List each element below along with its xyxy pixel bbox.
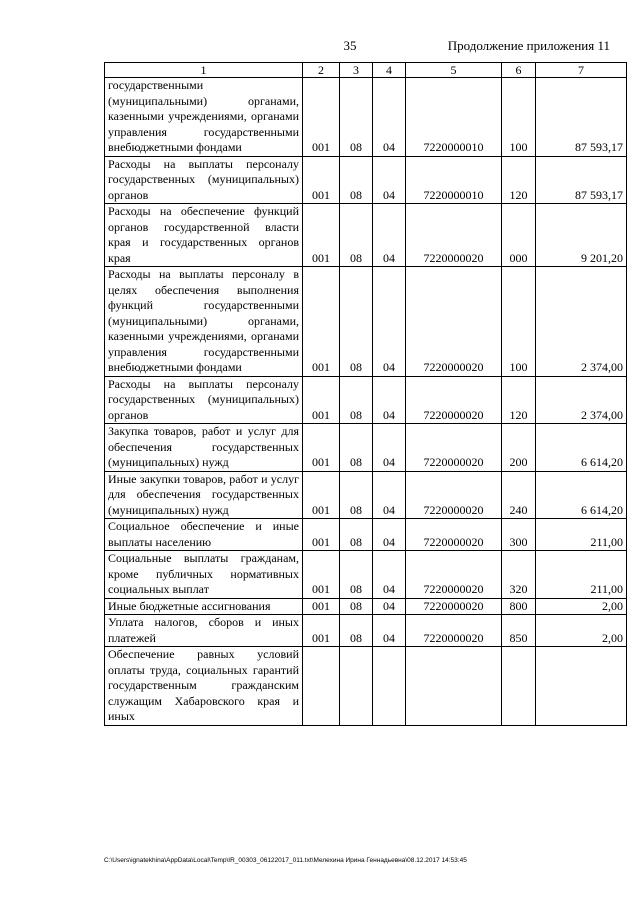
code-cell-c3: 08: [340, 471, 373, 519]
code-cell-c6: 100: [502, 78, 536, 157]
expense-name-cell: Расходы на выплаты персоналу государственных (муниципальных) органов: [105, 376, 303, 424]
code-cell-c6: 850: [502, 615, 536, 647]
code-cell-c5: 7220000020: [406, 376, 502, 424]
code-cell-c5: 7220000010: [406, 156, 502, 204]
code-cell-c5: 7220000020: [406, 267, 502, 377]
expense-name-cell: Расходы на обеспечение функций органов государственной власти края и государственных органов края: [105, 204, 303, 267]
code-cell-c2: 001: [303, 598, 340, 615]
expense-name-cell: государственными (муниципальными) органами, казенными учреждениями, органами управления государственными внебюджетными фондами: [105, 78, 303, 157]
code-cell-c3: 08: [340, 615, 373, 647]
column-header: 1: [105, 63, 303, 78]
code-cell-c4: 04: [373, 376, 406, 424]
code-cell-c3: 08: [340, 78, 373, 157]
column-header: 2: [303, 63, 340, 78]
expense-name-cell: Социальное обеспечение и иные выплаты населению: [105, 519, 303, 551]
code-cell-c3: 08: [340, 598, 373, 615]
table-row: [105, 376, 627, 424]
table-row: [105, 78, 627, 157]
expense-name-cell: Закупка товаров, работ и услуг для обеспечения государственных (муниципальных) нужд: [105, 424, 303, 472]
code-cell-c4: 04: [373, 78, 406, 157]
expense-name-cell: Иные бюджетные ассигнования: [105, 598, 303, 615]
code-cell-c2: 001: [303, 267, 340, 377]
code-cell-c7: 87 593,17: [536, 78, 627, 157]
code-cell-c7: 211,00: [536, 519, 627, 551]
appendix-continuation-label: Продолжение приложения 11: [447, 38, 610, 53]
code-cell-c2: 001: [303, 376, 340, 424]
table-row: [105, 615, 627, 647]
code-cell-c4: [373, 647, 406, 726]
table-row: [105, 156, 627, 204]
code-cell-c4: 04: [373, 156, 406, 204]
code-cell-c3: 08: [340, 424, 373, 472]
code-cell-c4: 04: [373, 598, 406, 615]
code-cell-c6: 320: [502, 551, 536, 599]
code-cell-c4: 04: [373, 615, 406, 647]
code-cell-c4: 04: [373, 471, 406, 519]
code-cell-c7: 211,00: [536, 551, 627, 599]
budget-table: [104, 62, 627, 726]
code-cell-c5: 7220000020: [406, 519, 502, 551]
code-cell-c7: 2,00: [536, 598, 627, 615]
column-header: 4: [373, 63, 406, 78]
code-cell-c6: 240: [502, 471, 536, 519]
code-cell-c7: 2,00: [536, 615, 627, 647]
table-row: [105, 471, 627, 519]
code-cell-c6: 120: [502, 376, 536, 424]
table-row: [105, 551, 627, 599]
code-cell-c7: 2 374,00: [536, 267, 627, 377]
code-cell-c6: 200: [502, 424, 536, 472]
code-cell-c3: 08: [340, 204, 373, 267]
column-header: 3: [340, 63, 373, 78]
code-cell-c4: 04: [373, 519, 406, 551]
code-cell-c7: [536, 647, 627, 726]
code-cell-c5: 7220000020: [406, 204, 502, 267]
code-cell-c6: 800: [502, 598, 536, 615]
code-cell-c2: 001: [303, 204, 340, 267]
expense-name-cell: Иные закупки товаров, работ и услуг для обеспечения государственных (муниципальных) нужд: [105, 471, 303, 519]
code-cell-c2: 001: [303, 551, 340, 599]
code-cell-c3: 08: [340, 376, 373, 424]
code-cell-c7: 2 374,00: [536, 376, 627, 424]
code-cell-c5: [406, 647, 502, 726]
code-cell-c6: 300: [502, 519, 536, 551]
code-cell-c2: 001: [303, 615, 340, 647]
code-cell-c6: [502, 647, 536, 726]
code-cell-c5: 7220000020: [406, 598, 502, 615]
code-cell-c4: 04: [373, 204, 406, 267]
code-cell-c5: 7220000020: [406, 615, 502, 647]
expense-name-cell: Уплата налогов, сборов и иных платежей: [105, 615, 303, 647]
code-cell-c2: [303, 647, 340, 726]
code-cell-c2: 001: [303, 424, 340, 472]
code-cell-c6: 100: [502, 267, 536, 377]
code-cell-c7: 6 614,20: [536, 471, 627, 519]
code-cell-c2: 001: [303, 519, 340, 551]
code-cell-c7: 6 614,20: [536, 424, 627, 472]
code-cell-c6: 000: [502, 204, 536, 267]
code-cell-c5: 7220000010: [406, 78, 502, 157]
code-cell-c3: 08: [340, 551, 373, 599]
code-cell-c3: 08: [340, 267, 373, 377]
table-row: [105, 598, 627, 615]
code-cell-c2: 001: [303, 78, 340, 157]
code-cell-c4: 04: [373, 267, 406, 377]
code-cell-c3: 08: [340, 519, 373, 551]
table-row: [105, 519, 627, 551]
table-row: [105, 647, 627, 726]
table-row: [105, 424, 627, 472]
code-cell-c2: 001: [303, 156, 340, 204]
code-cell-c7: 87 593,17: [536, 156, 627, 204]
code-cell-c4: 04: [373, 424, 406, 472]
table-row: [105, 204, 627, 267]
code-cell-c5: 7220000020: [406, 471, 502, 519]
page-number: 35: [343, 38, 357, 53]
expense-name-cell: Расходы на выплаты персоналу в целях обеспечения выполнения функций государственными (муниципальными) органами, казенными учреждениями, органами управления государственными внебюджетными фондами: [105, 267, 303, 377]
column-header: 7: [536, 63, 627, 78]
code-cell-c3: 08: [340, 156, 373, 204]
expense-name-cell: Расходы на выплаты персоналу государственных (муниципальных) органов: [105, 156, 303, 204]
table-row: [105, 267, 627, 377]
code-cell-c6: 120: [502, 156, 536, 204]
code-cell-c2: 001: [303, 471, 340, 519]
code-cell-c3: [340, 647, 373, 726]
code-cell-c4: 04: [373, 551, 406, 599]
code-cell-c5: 7220000020: [406, 424, 502, 472]
column-header: 6: [502, 63, 536, 78]
column-header: 5: [406, 63, 502, 78]
file-path-footer: C:\Users\ignatekhina\AppData\Local\Temp\IR_00303_06122017_011.txt\Мелехина Ирина Геннадьевна\08.12.2017 14:53:45: [104, 857, 467, 864]
expense-name-cell: Обеспечение равных условий оплаты труда, социальных гарантий государственным гражданским служащим Хабаровского края и иных: [105, 647, 303, 726]
code-cell-c5: 7220000020: [406, 551, 502, 599]
code-cell-c7: 9 201,20: [536, 204, 627, 267]
table-header-row: [105, 63, 627, 78]
expense-name-cell: Социальные выплаты гражданам, кроме публичных нормативных социальных выплат: [105, 551, 303, 599]
